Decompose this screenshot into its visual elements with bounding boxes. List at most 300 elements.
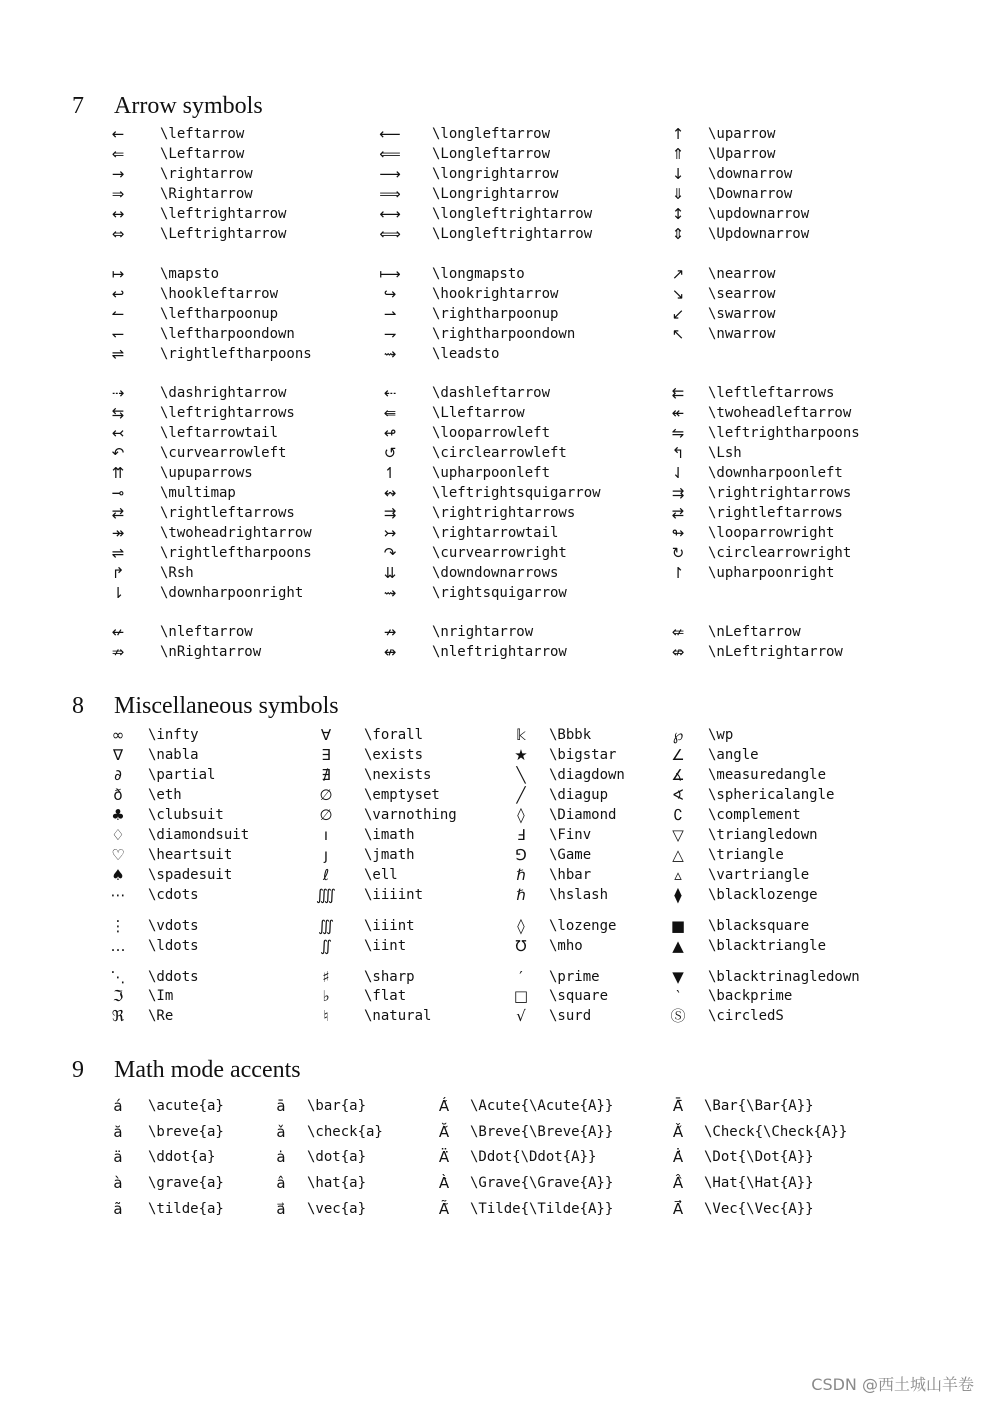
symbol-glyph: ╲ xyxy=(516,766,526,784)
latex-command: \mho xyxy=(549,938,583,954)
latex-command: \blacktriangle xyxy=(708,938,827,954)
symbol-glyph: Ä̈ xyxy=(438,1148,450,1166)
latex-command: \downharpoonright xyxy=(160,585,304,601)
latex-command: \upharpoonleft xyxy=(432,465,551,481)
latex-command: \mapsto xyxy=(160,266,220,282)
symbol-glyph: ⟸ xyxy=(379,145,401,163)
symbol-glyph: ′ xyxy=(519,968,523,986)
symbol-entry xyxy=(374,583,634,603)
symbol-glyph: ⇁ xyxy=(383,325,397,343)
latex-command: \blacklozenge xyxy=(708,887,818,903)
symbol-glyph: À̀ xyxy=(438,1174,450,1192)
symbol-glyph: ℏ xyxy=(516,866,526,884)
latex-command: \swarrow xyxy=(708,306,776,322)
latex-command: \Finv xyxy=(549,827,592,843)
latex-command: \vec{a} xyxy=(307,1201,367,1217)
symbol-glyph: ⇆ xyxy=(111,404,125,422)
latex-command: \rightsquigarrow xyxy=(432,585,567,601)
symbol-glyph: ↓ xyxy=(671,165,685,183)
latex-command: \exists xyxy=(364,747,424,763)
symbol-glyph: ⇀ xyxy=(383,305,397,323)
symbol-glyph: ↛ xyxy=(383,623,397,641)
symbol-glyph: ȧ xyxy=(276,1148,286,1166)
symbol-glyph: ⇑ xyxy=(671,145,685,163)
latex-command: \Rsh xyxy=(160,565,194,581)
symbol-glyph: ↽ xyxy=(111,325,125,343)
symbol-entry xyxy=(374,403,634,423)
symbol-glyph: √ xyxy=(516,1007,526,1025)
latex-command: \Tilde{\Tilde{A}} xyxy=(470,1201,614,1217)
symbol-glyph: ℓ xyxy=(322,866,330,884)
symbol-glyph: ♮ xyxy=(323,1007,329,1025)
symbol-glyph: ⟷ xyxy=(379,205,401,223)
latex-command: \clubsuit xyxy=(148,807,224,823)
symbol-glyph: ↣ xyxy=(383,524,397,542)
section-title-text: Miscellaneous symbols xyxy=(114,693,339,719)
symbol-glyph: A⃗⃗ xyxy=(672,1200,684,1218)
symbol-entry xyxy=(102,304,362,324)
latex-command: \blacksquare xyxy=(708,918,810,934)
symbol-glyph: ⇍ xyxy=(671,623,685,641)
symbol-glyph: Á́ xyxy=(438,1097,450,1115)
latex-command: \ell xyxy=(364,867,398,883)
latex-command: \triangle xyxy=(708,847,784,863)
symbol-glyph: ⇢ xyxy=(111,384,125,402)
latex-command: \longleftrightarrow xyxy=(432,206,593,222)
latex-command: \searrow xyxy=(708,286,776,302)
symbol-glyph: Ā̄ xyxy=(672,1097,684,1115)
symbol-entry xyxy=(102,324,362,344)
symbol-glyph: ↭ xyxy=(383,484,397,502)
latex-command: \leftrightarrows xyxy=(160,405,295,421)
symbol-entry xyxy=(662,865,922,885)
latex-command: \Uparrow xyxy=(708,146,776,162)
symbol-glyph: Ă̆ xyxy=(438,1123,450,1141)
latex-command: \nRightarrow xyxy=(160,644,262,660)
latex-command: \leftharpoonup xyxy=(160,306,279,322)
latex-command: \looparrowright xyxy=(708,525,835,541)
symbol-entry xyxy=(102,503,362,523)
latex-command: \nexists xyxy=(364,767,432,783)
symbol-entry xyxy=(662,885,922,905)
symbol-glyph: ∂ xyxy=(114,766,122,784)
latex-command: \Downarrow xyxy=(708,186,793,202)
symbol-glyph: à xyxy=(113,1174,123,1192)
symbol-entry xyxy=(102,523,362,543)
symbol-entry xyxy=(662,622,922,642)
symbol-entry xyxy=(102,563,362,583)
symbol-glyph: 𝕜 xyxy=(516,726,526,744)
latex-command: \longmapsto xyxy=(432,266,525,282)
symbol-glyph: ♯ xyxy=(322,968,330,986)
symbol-entry xyxy=(662,1199,922,1219)
symbol-glyph: ⇌ xyxy=(111,345,125,363)
latex-command: \wp xyxy=(708,727,734,743)
symbol-glyph: ↬ xyxy=(671,524,685,542)
latex-command: \Breve{\Breve{A}} xyxy=(470,1124,614,1140)
symbol-glyph: ⇊ xyxy=(383,564,397,582)
latex-command: \curvearrowleft xyxy=(160,445,287,461)
symbol-entry xyxy=(374,124,634,144)
symbol-entry xyxy=(662,224,922,244)
latex-command: \updownarrow xyxy=(708,206,810,222)
section-title-arrow-symbols xyxy=(72,92,263,120)
latex-command: \Check{\Check{A}} xyxy=(704,1124,848,1140)
symbol-entry xyxy=(662,264,922,284)
symbol-entry xyxy=(374,284,634,304)
symbol-glyph: ∁ xyxy=(673,806,683,824)
symbol-glyph: ã xyxy=(113,1200,123,1218)
latex-command: \multimap xyxy=(160,485,236,501)
symbol-entry xyxy=(374,423,634,443)
symbol-glyph: ← xyxy=(111,125,125,143)
symbol-entry xyxy=(102,463,362,483)
symbol-glyph: ∃ xyxy=(321,746,331,764)
latex-command: \leftarrowtail xyxy=(160,425,279,441)
symbol-entry xyxy=(374,563,634,583)
symbol-entry xyxy=(102,224,362,244)
symbol-glyph: □ xyxy=(513,987,529,1005)
symbol-glyph: Ǎ̌ xyxy=(672,1123,684,1141)
symbol-entry xyxy=(102,403,362,423)
symbol-entry xyxy=(662,967,922,987)
symbol-glyph: Ȧ̇ xyxy=(672,1148,684,1166)
latex-command: \rightleftarrows xyxy=(708,505,843,521)
latex-command: \iint xyxy=(364,938,407,954)
latex-command: \Dot{\Dot{A}} xyxy=(704,1149,814,1165)
symbol-glyph: ♢ xyxy=(111,826,125,844)
symbol-glyph: ↮ xyxy=(383,643,397,661)
symbol-glyph: ↰ xyxy=(671,444,685,462)
symbol-entry xyxy=(374,224,634,244)
latex-command: \Game xyxy=(549,847,592,863)
symbol-entry xyxy=(374,324,634,344)
symbol-glyph: ↩ xyxy=(111,285,125,303)
symbol-glyph: ╱ xyxy=(516,786,526,804)
latex-command: \vdots xyxy=(148,918,199,934)
symbol-entry xyxy=(662,164,922,184)
latex-command: \rightrightarrows xyxy=(432,505,576,521)
latex-command: \bar{a} xyxy=(307,1098,367,1114)
latex-command: \curvearrowright xyxy=(432,545,567,561)
latex-command: \leadsto xyxy=(432,346,500,362)
latex-command: \nLeftarrow xyxy=(708,624,801,640)
section-title-miscellaneous-symbols xyxy=(72,692,339,720)
symbol-entry xyxy=(102,204,362,224)
section-title-text: Math mode accents xyxy=(114,1057,301,1083)
symbol-glyph: ∡ xyxy=(671,766,685,784)
symbol-entry xyxy=(102,583,362,603)
symbol-glyph: Ⓢ xyxy=(670,1007,686,1025)
latex-command: \flat xyxy=(364,988,407,1004)
latex-command: \Bbbk xyxy=(549,727,592,743)
latex-command: \rightrightarrows xyxy=(708,485,852,501)
symbol-glyph: ð xyxy=(113,786,123,804)
latex-command: \longrightarrow xyxy=(432,166,559,182)
symbol-entry xyxy=(662,936,922,956)
latex-command: \Acute{\Acute{A}} xyxy=(470,1098,614,1114)
symbol-entry xyxy=(102,443,362,463)
latex-command: \iiiint xyxy=(364,887,424,903)
symbol-entry xyxy=(374,204,634,224)
symbol-glyph: ă xyxy=(113,1123,123,1141)
symbol-glyph: ↾ xyxy=(671,564,685,582)
symbol-entry xyxy=(374,483,634,503)
symbol-glyph: ∞ xyxy=(111,726,125,744)
symbol-glyph: ↘ xyxy=(671,285,685,303)
latex-command: \Longleftrightarrow xyxy=(432,226,593,242)
symbol-glyph: ⊸ xyxy=(111,484,125,502)
watermark: CSDN @西土城山羊卷 xyxy=(811,1375,974,1394)
latex-command: \Vec{\Vec{A}} xyxy=(704,1201,814,1217)
symbol-glyph: ℏ xyxy=(516,886,526,904)
latex-command: \hslash xyxy=(549,887,609,903)
symbol-glyph: ↕ xyxy=(671,205,685,223)
symbol-entry xyxy=(662,563,922,583)
symbol-entry xyxy=(662,523,922,543)
latex-command: \eth xyxy=(148,787,182,803)
symbol-entry xyxy=(662,124,922,144)
symbol-glyph: ⟵ xyxy=(379,125,401,143)
latex-command: \upuparrows xyxy=(160,465,253,481)
symbol-glyph: ∬ xyxy=(320,937,332,955)
latex-command: \jmath xyxy=(364,847,415,863)
symbol-entry xyxy=(662,324,922,344)
symbol-entry xyxy=(662,403,922,423)
symbol-glyph: ∢ xyxy=(671,786,685,804)
latex-command: \Diamond xyxy=(549,807,617,823)
symbol-entry xyxy=(662,423,922,443)
latex-command: \Lleftarrow xyxy=(432,405,525,421)
latex-command: \Leftarrow xyxy=(160,146,245,162)
latex-command: \leftarrow xyxy=(160,126,245,142)
symbol-glyph: ↗ xyxy=(671,265,685,283)
symbol-entry xyxy=(662,725,922,745)
symbol-glyph: ⇄ xyxy=(671,504,685,522)
symbol-glyph: ∇ xyxy=(112,746,124,764)
latex-command: \varnothing xyxy=(364,807,457,823)
latex-command: \angle xyxy=(708,747,759,763)
symbol-glyph: ∀ xyxy=(320,726,332,744)
symbol-glyph: ↦ xyxy=(111,265,125,283)
symbol-glyph: ℑ xyxy=(112,987,124,1005)
symbol-glyph: ◊ xyxy=(517,806,525,824)
symbol-entry xyxy=(102,184,362,204)
symbol-glyph: ⇈ xyxy=(111,464,125,482)
symbol-entry xyxy=(662,765,922,785)
latex-command: \leftrightharpoons xyxy=(708,425,860,441)
latex-command: \rightharpoondown xyxy=(432,326,576,342)
symbol-glyph: Â̂ xyxy=(672,1174,684,1192)
latex-command: \hookrightarrow xyxy=(432,286,559,302)
symbol-glyph: ⋯ xyxy=(110,886,126,904)
symbol-glyph: ↷ xyxy=(383,544,397,562)
latex-command: \iiint xyxy=(364,918,415,934)
symbol-glyph: ■ xyxy=(670,917,686,935)
symbol-glyph: ⟼ xyxy=(379,265,401,283)
latex-command: \complement xyxy=(708,807,801,823)
symbol-glyph: ⇝ xyxy=(383,584,397,602)
symbol-glyph: → xyxy=(111,165,125,183)
latex-command: \downdownarrows xyxy=(432,565,559,581)
section-number: 9 xyxy=(72,1057,84,1083)
symbol-entry xyxy=(102,543,362,563)
latex-command: \heartsuit xyxy=(148,847,233,863)
latex-command: \leftrightsquigarrow xyxy=(432,485,601,501)
symbol-glyph: ▽ xyxy=(672,826,684,844)
latex-command: \hat{a} xyxy=(307,1175,367,1191)
latex-command: \diamondsuit xyxy=(148,827,250,843)
symbol-glyph: ∅ xyxy=(319,786,333,804)
symbol-entry xyxy=(662,543,922,563)
latex-command: \diagdown xyxy=(549,767,625,783)
latex-command: \nleftrightarrow xyxy=(432,644,567,660)
symbol-entry xyxy=(374,443,634,463)
symbol-glyph: ⟹ xyxy=(379,185,401,203)
latex-command: \diagup xyxy=(549,787,609,803)
symbol-glyph: ∅ xyxy=(319,806,333,824)
symbol-glyph: ↻ xyxy=(671,544,685,562)
symbol-glyph: ⨌ xyxy=(316,886,336,904)
latex-command: \nrightarrow xyxy=(432,624,534,640)
latex-command: \ddot{a} xyxy=(148,1149,216,1165)
symbol-glyph: ▼ xyxy=(672,968,684,986)
symbol-glyph: ⇌ xyxy=(111,544,125,562)
latex-command: \circlearrowleft xyxy=(432,445,567,461)
latex-command: \vartriangle xyxy=(708,867,810,883)
latex-command: \circledS xyxy=(708,1008,784,1024)
latex-command: \forall xyxy=(364,727,424,743)
symbol-entry xyxy=(662,483,922,503)
latex-command: \Lsh xyxy=(708,445,742,461)
symbol-glyph: ★ xyxy=(514,746,528,764)
symbol-entry xyxy=(662,184,922,204)
latex-command: \backprime xyxy=(708,988,793,1004)
symbol-entry xyxy=(374,304,634,324)
symbol-entry xyxy=(102,483,362,503)
latex-command: \dashrightarrow xyxy=(160,385,287,401)
latex-command: \rightleftarrows xyxy=(160,505,295,521)
symbol-glyph: ⇕ xyxy=(671,225,685,243)
symbol-glyph: Ã̃ xyxy=(438,1200,450,1218)
latex-command: \rightarrowtail xyxy=(432,525,559,541)
symbol-glyph: ↶ xyxy=(111,444,125,462)
symbol-glyph: ⇏ xyxy=(111,643,125,661)
symbol-glyph: ⇇ xyxy=(671,384,685,402)
symbol-entry xyxy=(374,164,634,184)
latex-command: \ldots xyxy=(148,938,199,954)
symbol-glyph: Ⅎ xyxy=(516,826,526,844)
latex-command: \hookleftarrow xyxy=(160,286,279,302)
latex-command: \triangledown xyxy=(708,827,818,843)
symbol-glyph: ↺ xyxy=(383,444,397,462)
latex-command: \Re xyxy=(148,1008,174,1024)
symbol-glyph: ∭ xyxy=(318,917,334,935)
symbol-entry xyxy=(374,184,634,204)
symbol-glyph: ⇂ xyxy=(111,584,125,602)
symbol-glyph: ⟺ xyxy=(379,225,401,243)
symbol-entry xyxy=(662,284,922,304)
symbol-entry xyxy=(374,264,634,284)
symbol-glyph: △ xyxy=(672,846,684,864)
latex-command: \circlearrowright xyxy=(708,545,852,561)
symbol-glyph: ♭ xyxy=(322,987,330,1005)
latex-command: \nabla xyxy=(148,747,199,763)
symbol-glyph: á xyxy=(113,1097,123,1115)
latex-command: \square xyxy=(549,988,609,1004)
latex-command: \cdots xyxy=(148,887,199,903)
symbol-glyph: ı xyxy=(323,826,329,844)
symbol-entry xyxy=(102,423,362,443)
symbol-glyph: ⇉ xyxy=(671,484,685,502)
symbol-glyph: ⇚ xyxy=(383,404,397,422)
latex-command: \natural xyxy=(364,1008,432,1024)
symbol-entry xyxy=(374,543,634,563)
symbol-glyph: ⟶ xyxy=(379,165,401,183)
latex-command: \grave{a} xyxy=(148,1175,224,1191)
symbol-glyph: ⇄ xyxy=(111,504,125,522)
symbol-entry xyxy=(374,383,634,403)
symbol-entry xyxy=(662,986,922,1006)
symbol-glyph: ⇎ xyxy=(671,643,685,661)
latex-command: \infty xyxy=(148,727,199,743)
symbol-glyph: ⋱ xyxy=(110,968,126,986)
symbol-entry xyxy=(102,264,362,284)
symbol-glyph: ∄ xyxy=(321,766,331,784)
latex-command: \blacktrinagledown xyxy=(708,969,860,985)
symbol-glyph: ⇃ xyxy=(671,464,685,482)
symbol-entry xyxy=(102,642,362,662)
latex-command: \leftrightarrow xyxy=(160,206,287,222)
latex-command: \tilde{a} xyxy=(148,1201,224,1217)
symbol-entry xyxy=(102,622,362,642)
symbol-glyph: ⇓ xyxy=(671,185,685,203)
symbol-entry xyxy=(374,463,634,483)
symbol-entry xyxy=(662,785,922,805)
symbol-glyph: ♠ xyxy=(111,866,125,884)
latex-command: \Longrightarrow xyxy=(432,186,559,202)
symbol-entry xyxy=(428,1122,688,1142)
symbol-glyph: ↖ xyxy=(671,325,685,343)
section-title-math-mode-accents xyxy=(72,1056,301,1084)
symbol-entry xyxy=(662,1147,922,1167)
symbol-glyph: â xyxy=(276,1174,286,1192)
symbol-entry xyxy=(662,463,922,483)
symbol-glyph: ä xyxy=(113,1148,123,1166)
symbol-entry xyxy=(662,503,922,523)
symbol-glyph: ℧ xyxy=(515,937,527,955)
symbol-glyph: ā xyxy=(276,1097,286,1115)
symbol-glyph: ↑ xyxy=(671,125,685,143)
symbol-entry xyxy=(374,144,634,164)
latex-command: \measuredangle xyxy=(708,767,827,783)
latex-command: \emptyset xyxy=(364,787,440,803)
latex-command: \bigstar xyxy=(549,747,617,763)
section-title-text: Arrow symbols xyxy=(114,93,263,119)
symbol-glyph: ⋮ xyxy=(110,917,126,935)
symbol-glyph: ⇠ xyxy=(383,384,397,402)
symbol-entry xyxy=(102,383,362,403)
latex-command: \looparrowleft xyxy=(432,425,551,441)
latex-command: \longleftarrow xyxy=(432,126,551,142)
latex-command: \Leftrightarrow xyxy=(160,226,287,242)
latex-command: \twoheadleftarrow xyxy=(708,405,852,421)
symbol-entry xyxy=(102,344,362,364)
symbol-glyph: ⇝ xyxy=(383,345,397,363)
symbol-entry xyxy=(428,1147,688,1167)
latex-command: \Hat{\Hat{A}} xyxy=(704,1175,814,1191)
latex-command: \nleftarrow xyxy=(160,624,253,640)
